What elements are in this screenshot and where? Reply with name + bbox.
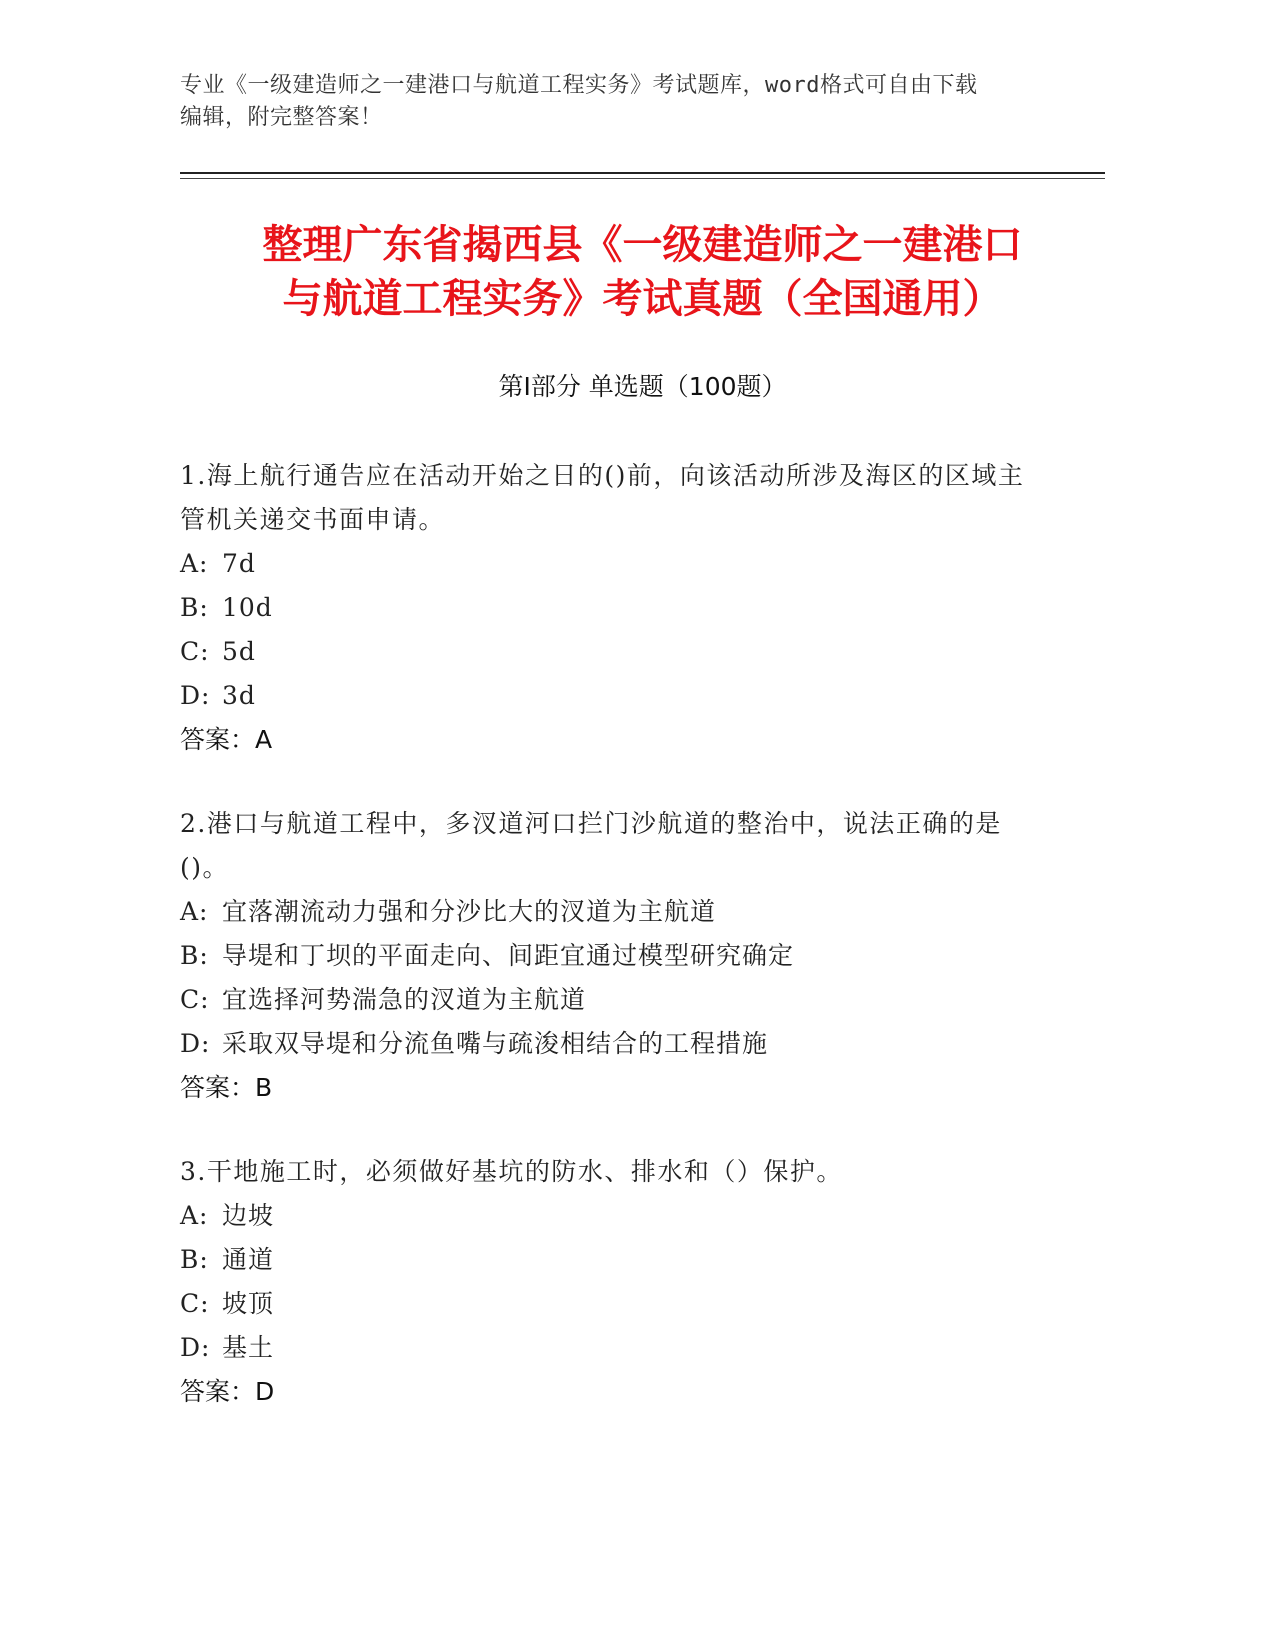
option-letter: D: bbox=[180, 1029, 211, 1058]
option-c bbox=[180, 630, 1040, 674]
question-1 bbox=[180, 454, 1040, 762]
option-a bbox=[180, 1194, 1040, 1238]
question-stem: 2.港口与航道工程中，多汊道河口拦门沙航道的整治中，说法正确的是()。 bbox=[180, 809, 1002, 882]
document-title bbox=[150, 218, 1135, 326]
question-stem: 3.干地施工时，必须做好基坑的防水、排水和（）保护。 bbox=[180, 1157, 843, 1186]
header-note-line2: 编辑，附完整答案！ bbox=[180, 105, 383, 130]
option-text: 通道 bbox=[222, 1245, 275, 1274]
option-letter: C: bbox=[180, 1289, 210, 1318]
question-stem: 1.海上航行通告应在活动开始之日的()前，向该活动所涉及海区的区域主管机关递交书面申请。 bbox=[180, 461, 1025, 534]
option-b bbox=[180, 1238, 1040, 1282]
header-rule-thick bbox=[180, 172, 1105, 174]
option-b bbox=[180, 586, 1040, 630]
option-b bbox=[180, 934, 1040, 978]
option-letter: D: bbox=[180, 681, 211, 710]
header-note-line1: 专业《一级建造师之一建港口与航道工程实务》考试题库，word格式可自由下载 bbox=[180, 73, 978, 98]
header-note bbox=[180, 70, 1080, 134]
option-a bbox=[180, 890, 1040, 934]
answer: 答案：D bbox=[180, 1377, 275, 1406]
option-letter: B: bbox=[180, 1245, 209, 1274]
option-text: 导堤和丁坝的平面走向、间距宜通过模型研究确定 bbox=[222, 941, 795, 970]
option-letter: B: bbox=[180, 593, 209, 622]
header-rule-thin bbox=[180, 178, 1105, 179]
option-letter: B: bbox=[180, 941, 209, 970]
option-text: 边坡 bbox=[222, 1201, 275, 1230]
option-letter: A: bbox=[180, 897, 209, 926]
option-d bbox=[180, 1022, 1040, 1066]
option-text: 坡顶 bbox=[222, 1289, 275, 1318]
option-d bbox=[180, 674, 1040, 718]
option-text: 采取双导堤和分流鱼嘴与疏浚相结合的工程措施 bbox=[222, 1029, 769, 1058]
question-3 bbox=[180, 1150, 1040, 1414]
option-text: 7d bbox=[222, 549, 256, 578]
question-2 bbox=[180, 802, 1040, 1110]
option-letter: A: bbox=[180, 1201, 209, 1230]
option-letter: D: bbox=[180, 1333, 211, 1362]
answer: 答案：A bbox=[180, 725, 273, 754]
option-c bbox=[180, 1282, 1040, 1326]
option-text: 基土 bbox=[222, 1333, 275, 1362]
title-line1: 整理广东省揭西县《一级建造师之一建港口 bbox=[262, 222, 1023, 268]
option-a bbox=[180, 542, 1040, 586]
answer: 答案：B bbox=[180, 1073, 273, 1102]
option-text: 5d bbox=[222, 637, 256, 666]
option-letter: C: bbox=[180, 985, 210, 1014]
option-text: 10d bbox=[222, 593, 273, 622]
option-text: 3d bbox=[222, 681, 256, 710]
option-d bbox=[180, 1326, 1040, 1370]
option-letter: C: bbox=[180, 637, 210, 666]
option-text: 宜落潮流动力强和分沙比大的汊道为主航道 bbox=[222, 897, 717, 926]
option-letter: A: bbox=[180, 549, 209, 578]
option-c bbox=[180, 978, 1040, 1022]
section-heading: 第Ⅰ部分 单选题（100题） bbox=[498, 372, 787, 401]
option-text: 宜选择河势湍急的汊道为主航道 bbox=[222, 985, 587, 1014]
title-line2: 与航道工程实务》考试真题（全国通用） bbox=[282, 276, 1003, 322]
